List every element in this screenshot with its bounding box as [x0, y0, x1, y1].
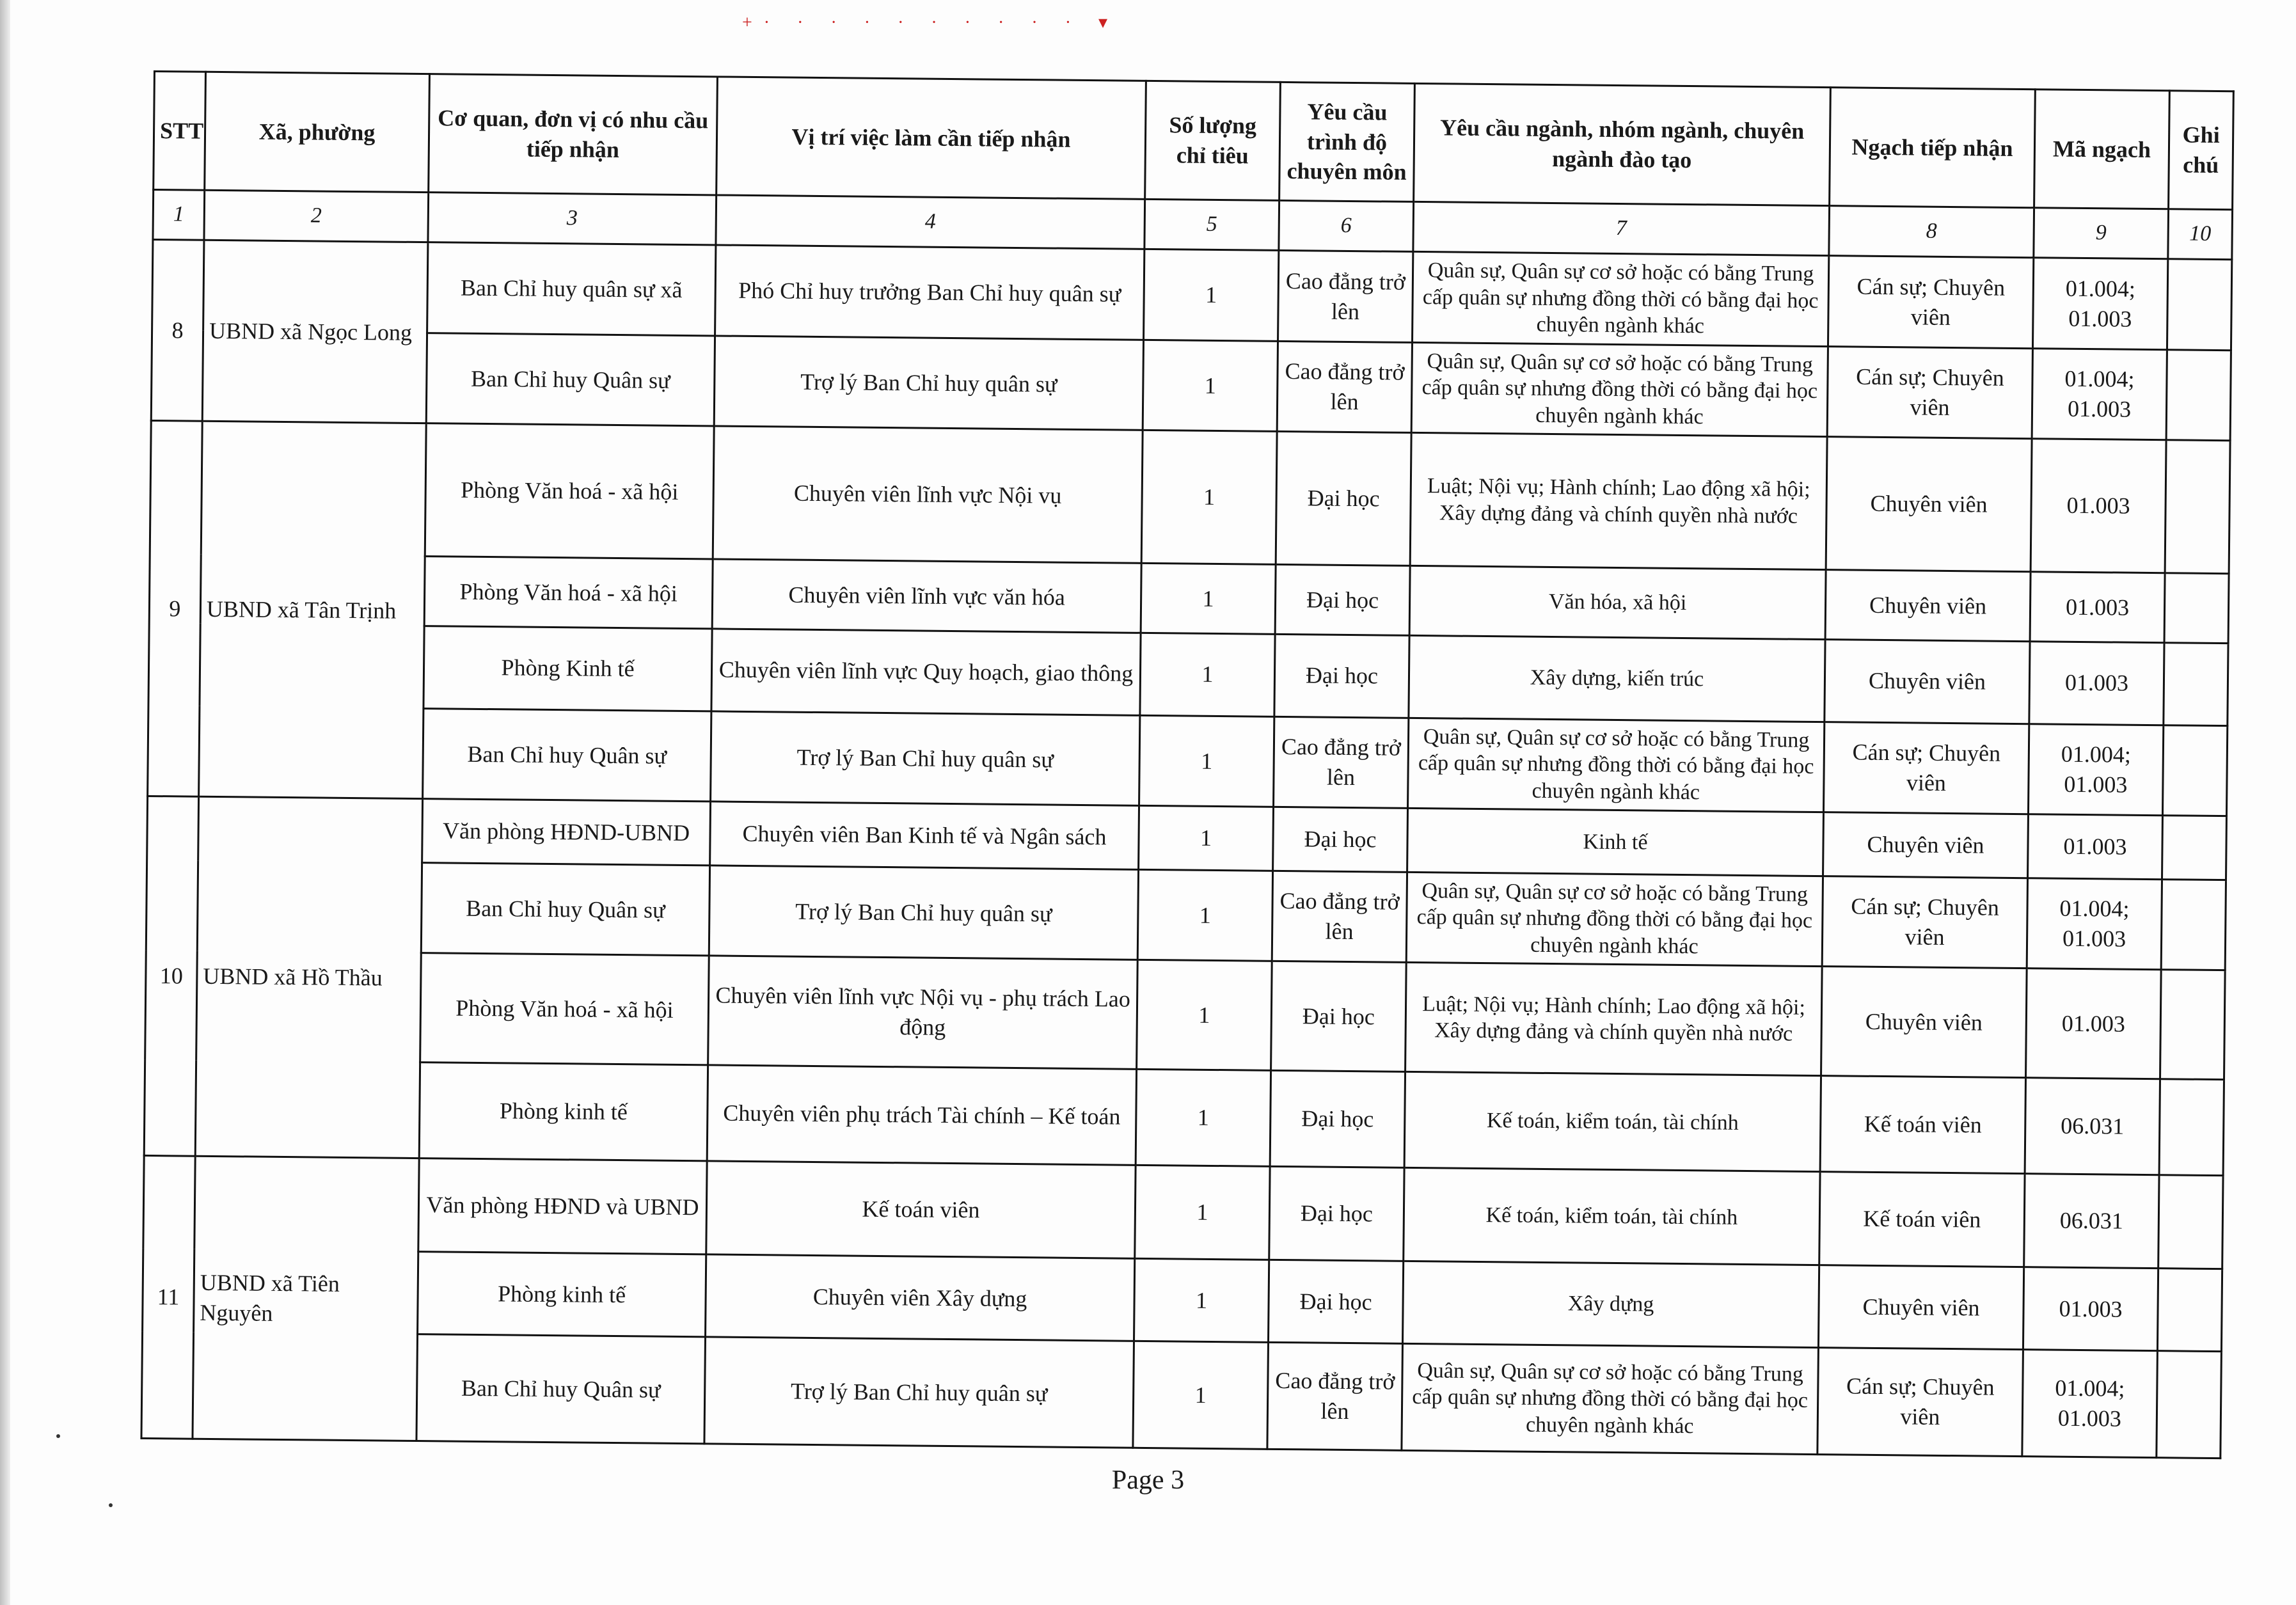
quantity-cell: 1: [1133, 1341, 1269, 1449]
header-ma-ngach: Mã ngạch: [2034, 90, 2170, 209]
rank-code-cell: 01.003: [2030, 572, 2165, 642]
header-vi-tri: Vị trí việc làm cần tiếp nhận: [717, 77, 1146, 199]
stt-cell: 8: [151, 240, 204, 422]
rank-code-cell: 06.031: [2025, 1078, 2160, 1175]
rank-code-cell: 01.004; 01.003: [2027, 878, 2162, 970]
position-cell: Phó Chỉ huy trưởng Ban Chỉ huy quân sự: [715, 245, 1144, 340]
major-cell: Quân sự, Quân sự cơ sở hoặc có bằng Trung cấp quân sự nhưng đồng thời có bằng đại học chuyên ngành khác: [1408, 718, 1825, 812]
qualification-cell: Đại học: [1269, 1166, 1404, 1261]
quantity-cell: 1: [1137, 960, 1272, 1070]
header-ghi-chu: Ghi chú: [2169, 91, 2234, 210]
quantity-cell: 1: [1140, 633, 1275, 716]
column-number: 7: [1413, 202, 1830, 255]
rank-code-cell: 01.003: [2023, 1267, 2158, 1351]
major-cell: Quân sự, Quân sự cơ sở hoặc có bằng Trung cấp quân sự nhưng đồng thời có bằng đại học chuyên ngành khác: [1406, 872, 1823, 966]
qualification-cell: Đại học: [1271, 961, 1407, 1071]
header-stt: STT: [154, 72, 206, 191]
qualification-cell: Đại học: [1273, 807, 1408, 872]
header-xa-phuong: Xã, phường: [205, 72, 430, 192]
major-cell: Kế toán, kiểm toán, tài chính: [1404, 1071, 1821, 1171]
qualification-cell: Cao đẳng trở lên: [1267, 1342, 1403, 1450]
position-cell: Chuyên viên phụ trách Tài chính – Kế toán: [707, 1065, 1136, 1165]
quantity-cell: 1: [1141, 564, 1276, 634]
major-cell: Xây dựng, kiến trúc: [1409, 635, 1825, 722]
note-cell: [2164, 642, 2228, 725]
quantity-cell: 1: [1135, 1165, 1270, 1260]
position-cell: Trợ lý Ban Chỉ huy quân sự: [704, 1337, 1134, 1448]
rank-code-cell: 06.031: [2024, 1174, 2159, 1269]
agency-cell: Ban Chỉ huy quân sự xã: [427, 242, 716, 336]
qualification-cell: Cao đẳng trở lên: [1278, 251, 1413, 343]
position-cell: Trợ lý Ban Chỉ huy quân sự: [709, 866, 1138, 960]
rank-cell: Cán sự; Chuyên viên: [1827, 347, 2032, 439]
qualification-cell: Cao đẳng trở lên: [1277, 341, 1412, 432]
agency-cell: Ban Chỉ huy Quân sự: [426, 333, 715, 425]
header-nganh: Yêu cầu ngành, nhóm ngành, chuyên ngành đào tạo: [1414, 83, 1831, 205]
note-cell: [2162, 816, 2227, 880]
quantity-cell: 1: [1139, 805, 1274, 871]
qualification-cell: Đại học: [1270, 1070, 1405, 1167]
agency-cell: Ban Chỉ huy Quân sự: [416, 1334, 706, 1444]
note-cell: [2159, 1079, 2224, 1176]
table-row: [150, 420, 2230, 574]
major-cell: Kế toán, kiểm toán, tài chính: [1404, 1167, 1820, 1265]
note-cell: [2160, 970, 2226, 1080]
rank-code-cell: 01.003: [2031, 439, 2166, 573]
rank-code-cell: 01.004; 01.003: [2032, 349, 2167, 440]
agency-cell: Phòng kinh tế: [418, 1252, 706, 1338]
rank-code-cell: 01.004; 01.003: [2022, 1350, 2158, 1458]
quantity-cell: 1: [1141, 430, 1277, 564]
stray-dot: [109, 1503, 113, 1507]
column-number: 5: [1144, 199, 1279, 250]
agency-cell: Phòng Kinh tế: [424, 626, 712, 711]
rank-code-cell: 01.004; 01.003: [2028, 724, 2163, 816]
header-co-quan: Cơ quan, đơn vị có nhu cầu tiếp nhận: [429, 74, 718, 195]
rank-cell: Kế toán viên: [1819, 1172, 2025, 1267]
commune-cell: UBND xã Tân Trịnh: [199, 421, 427, 798]
note-cell: [2158, 1175, 2223, 1269]
position-cell: Chuyên viên lĩnh vực văn hóa: [712, 559, 1141, 633]
rank-cell: Cán sự; Chuyên viên: [1823, 722, 2029, 814]
qualification-cell: Đại học: [1276, 431, 1411, 565]
column-number: 6: [1279, 200, 1414, 251]
header-ngach: Ngạch tiếp nhận: [1830, 88, 2036, 208]
quantity-cell: 1: [1143, 340, 1278, 431]
rank-cell: Chuyên viên: [1826, 437, 2032, 572]
position-cell: Trợ lý Ban Chỉ huy quân sự: [711, 711, 1140, 806]
header-so-luong: Số lượng chỉ tiêu: [1145, 81, 1281, 200]
rank-cell: Kế toán viên: [1820, 1076, 2025, 1174]
agency-cell: Phòng Văn hoá - xã hội: [420, 953, 709, 1065]
commune-cell: UBND xã Ngọc Long: [202, 240, 428, 423]
recruitment-table: [140, 70, 2234, 1459]
major-cell: Quân sự, Quân sự cơ sở hoặc có bằng Trung cấp quân sự nhưng đồng thời có bằng đại học chuyên ngành khác: [1402, 1343, 1819, 1454]
rank-cell: Chuyên viên: [1825, 570, 2031, 641]
rank-code-cell: 01.003: [2028, 814, 2163, 880]
major-cell: Luật; Nội vụ; Hành chính; Lao động xã hội; Xây dựng đảng và chính quyền nhà nước: [1405, 963, 1823, 1076]
note-cell: [2166, 350, 2231, 441]
note-cell: [2157, 1269, 2222, 1352]
major-cell: Quân sự, Quân sự cơ sở hoặc có bằng Trung cấp quân sự nhưng đồng thời có bằng đại học chuyên ngành khác: [1411, 342, 1828, 436]
stray-dot: [56, 1434, 60, 1438]
rank-code-cell: 01.003: [2026, 969, 2162, 1079]
column-number: 10: [2168, 209, 2233, 260]
position-cell: Kế toán viên: [706, 1161, 1136, 1258]
commune-cell: UBND xã Tiên Nguyên: [193, 1156, 419, 1441]
stt-cell: 9: [148, 420, 203, 796]
scan-marks: +· · · · · · · · · · ▾: [742, 13, 1120, 33]
quantity-cell: 1: [1139, 715, 1274, 807]
major-cell: Xây dựng: [1402, 1261, 1819, 1347]
stt-cell: 10: [144, 796, 198, 1156]
position-cell: Chuyên viên Ban Kinh tế và Ngân sách: [710, 802, 1139, 869]
rank-cell: Cán sự; Chuyên viên: [1817, 1348, 2023, 1457]
note-cell: [2162, 725, 2227, 816]
rank-cell: Chuyên viên: [1823, 812, 2029, 878]
header-trinh-do: Yêu cầu trình độ chuyên môn: [1279, 82, 1415, 202]
position-cell: Trợ lý Ban Chỉ huy quân sự: [714, 336, 1143, 431]
agency-cell: Văn phòng HĐND-UBND: [422, 799, 711, 866]
agency-cell: Phòng kinh tế: [419, 1063, 708, 1161]
rank-cell: Cán sự; Chuyên viên: [1822, 876, 2027, 969]
rank-cell: Chuyên viên: [1825, 639, 2030, 723]
major-cell: Luật; Nội vụ; Hành chính; Lao động xã hội; Xây dựng đảng và chính quyền nhà nước: [1410, 432, 1827, 570]
column-number: 9: [2034, 208, 2169, 259]
qualification-cell: Cao đẳng trở lên: [1272, 871, 1407, 962]
qualification-cell: Đại học: [1274, 634, 1409, 718]
qualification-cell: Đại học: [1275, 565, 1410, 635]
agency-cell: Ban Chỉ huy Quân sự: [423, 709, 711, 802]
qualification-cell: Cao đẳng trở lên: [1274, 716, 1409, 808]
note-cell: [2161, 880, 2226, 970]
header-row: [154, 72, 2234, 210]
quantity-cell: 1: [1136, 1069, 1271, 1166]
position-cell: Chuyên viên lĩnh vực Nội vụ: [713, 426, 1143, 564]
recruitment-table-wrapper: [140, 70, 2220, 1459]
agency-cell: Văn phòng HĐND và UBND: [418, 1158, 707, 1254]
page-number: Page 3: [1111, 1466, 1185, 1495]
quantity-cell: 1: [1144, 249, 1279, 342]
position-cell: Chuyên viên lĩnh vực Quy hoạch, giao thông: [711, 629, 1141, 716]
commune-cell: UBND xã Hồ Thầu: [195, 796, 422, 1158]
agency-cell: Ban Chỉ huy Quân sự: [421, 863, 709, 956]
agency-cell: Phòng Văn hoá - xã hội: [424, 557, 713, 629]
note-cell: [2167, 259, 2231, 351]
agency-cell: Phòng Văn hoá - xã hội: [425, 423, 714, 560]
rank-cell: Cán sự; Chuyên viên: [1828, 256, 2033, 349]
column-number: 8: [1829, 206, 2034, 258]
note-cell: [2165, 440, 2230, 574]
position-cell: Chuyên viên Xây dựng: [706, 1254, 1135, 1341]
column-number: 3: [428, 193, 717, 245]
note-cell: [2164, 573, 2229, 643]
major-cell: Quân sự, Quân sự cơ sở hoặc có bằng Trung cấp quân sự nhưng đồng thời có bằng đại học chuyên ngành khác: [1413, 252, 1829, 347]
major-cell: Kinh tế: [1407, 808, 1824, 876]
note-cell: [2157, 1351, 2222, 1459]
rank-code-cell: 01.004; 01.003: [2032, 258, 2167, 350]
column-number: 1: [153, 190, 205, 241]
column-number: 2: [204, 190, 429, 242]
major-cell: Văn hóa, xã hội: [1409, 566, 1826, 640]
qualification-cell: Đại học: [1268, 1260, 1403, 1343]
rank-cell: Chuyên viên: [1818, 1265, 2023, 1350]
rank-cell: Chuyên viên: [1821, 967, 2027, 1078]
column-number: 4: [716, 195, 1145, 249]
table-row: [141, 1332, 2221, 1459]
quantity-cell: 1: [1134, 1258, 1269, 1342]
table-row: [145, 951, 2225, 1080]
quantity-cell: 1: [1137, 869, 1272, 961]
rank-code-cell: 01.003: [2029, 641, 2164, 725]
stt-cell: 11: [141, 1156, 195, 1439]
position-cell: Chuyên viên lĩnh vực Nội vụ - phụ trách Lao động: [708, 956, 1138, 1069]
